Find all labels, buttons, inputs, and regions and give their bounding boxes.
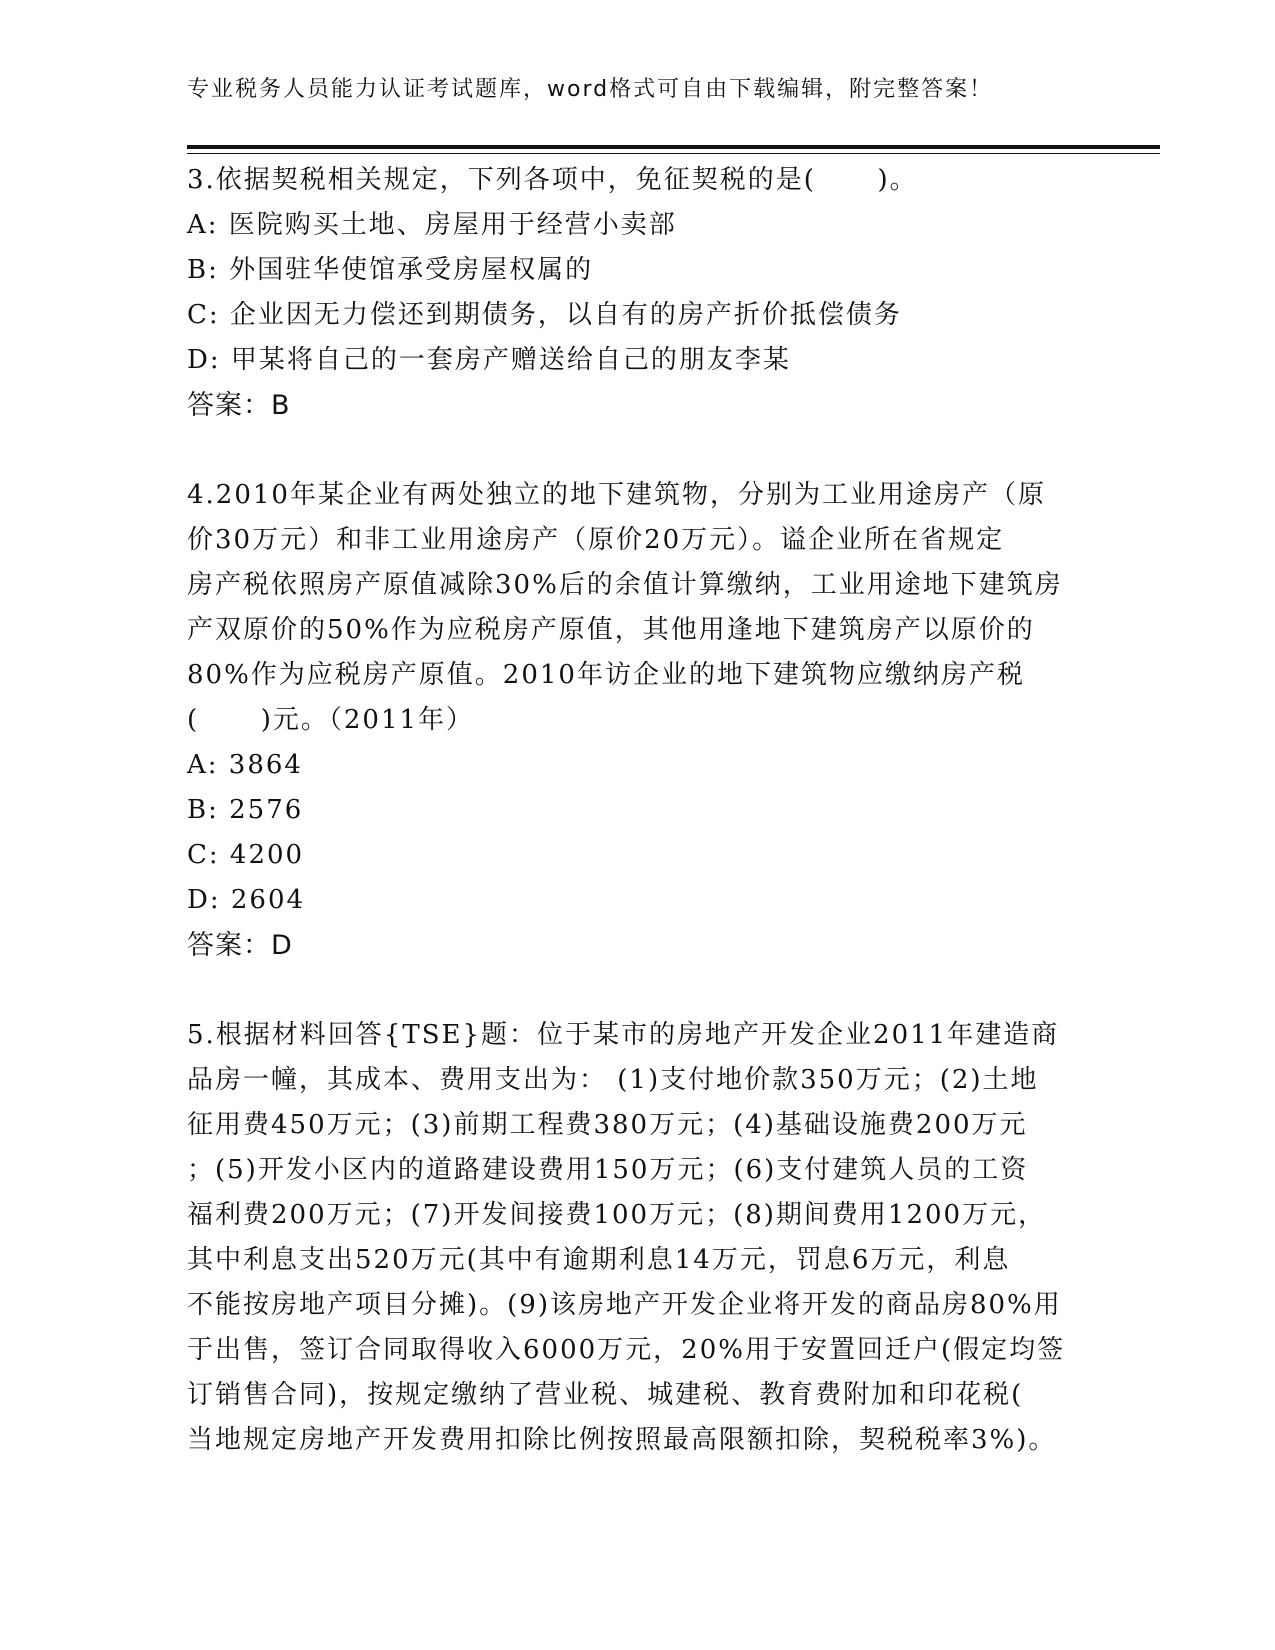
answer-label: 答案：B — [187, 390, 291, 421]
header-rule-thick — [187, 145, 1160, 149]
question-stem-line: 征用费450万元；(3)前期工程费380万元；(4)基础设施费200万元 — [187, 1110, 1028, 1140]
option-b: B: 外国驻华使馆承受房屋权属的 — [187, 255, 594, 285]
question-stem-line: 80%作为应税房产原值。2010年访企业的地下建筑物应缴纳房产税 — [187, 660, 1025, 690]
option-b: B: 2576 — [187, 795, 304, 825]
question-list — [187, 158, 1087, 1463]
question-stem-line: 产双原价的50%作为应税房产原值，其他用逢地下建筑房产以原价的 — [187, 615, 1035, 645]
question-stem-line: 5.根据材料回答{TSE}题：位于某市的房地产开发企业2011年建造商 — [187, 1020, 1060, 1050]
question-5 — [187, 1013, 1087, 1463]
question-stem-line: 房产税依照房产原值减除30%后的余值计算缴纳，工业用途地下建筑房 — [187, 570, 1063, 600]
option-a: A: 3864 — [187, 750, 303, 780]
question-stem-line: ( )元。（2011年） — [187, 705, 475, 735]
question-4 — [187, 473, 1087, 968]
question-stem-line: 福利费200万元；(7)开发间接费100万元；(8)期间费用1200万元， — [187, 1200, 1047, 1230]
question-stem-line: 3.依据契税相关规定，下列各项中，免征契税的是( )。 — [187, 165, 918, 195]
question-stem-line: 品房一幢，其成本、费用支出为： (1)支付地价款350万元；(2)土地 — [187, 1065, 1039, 1095]
question-stem-line: 不能按房地产项目分摊)。(9)该房地产开发企业将开发的商品房80%用 — [187, 1290, 1062, 1320]
question-stem-line: 其中利息支出520万元(其中有逾期利息14万元，罚息6万元，利息 — [187, 1245, 1011, 1275]
option-a: A: 医院购买土地、房屋用于经营小卖部 — [187, 210, 677, 240]
option-d: D: 甲某将自己的一套房产赠送给自己的朋友李某 — [187, 345, 791, 375]
question-stem-line: 于出售，签订合同取得收入6000万元，20%用于安置回迁户(假定均签 — [187, 1335, 1066, 1365]
question-stem-line: 订销售合同)，按规定缴纳了营业税、城建税、教育费附加和印花税( — [187, 1380, 1024, 1410]
option-d: D: 2604 — [187, 885, 306, 915]
question-stem-line: 当地规定房地产开发费用扣除比例按照最高限额扣除，契税税率3%)。 — [187, 1425, 1057, 1455]
option-c: C: 企业因无力偿还到期债务，以自有的房产折价抵偿债务 — [187, 300, 902, 330]
header-rule-thin — [187, 153, 1160, 154]
question-stem-line: ；(5)开发小区内的道路建设费用150万元；(6)支付建筑人员的工资 — [187, 1155, 1029, 1185]
option-c: C: 4200 — [187, 840, 305, 870]
question-3 — [187, 158, 1087, 428]
page-header: 专业税务人员能力认证考试题库，word格式可自由下载编辑，附完整答案！ — [187, 77, 994, 102]
answer-label: 答案：D — [187, 930, 293, 961]
question-stem-line: 4.2010年某企业有两处独立的地下建筑物，分别为工业用途房产（原 — [187, 480, 1046, 510]
question-stem-line: 价30万元）和非工业用途房产（原价20万元）。谥企业所在省规定 — [187, 525, 1005, 555]
